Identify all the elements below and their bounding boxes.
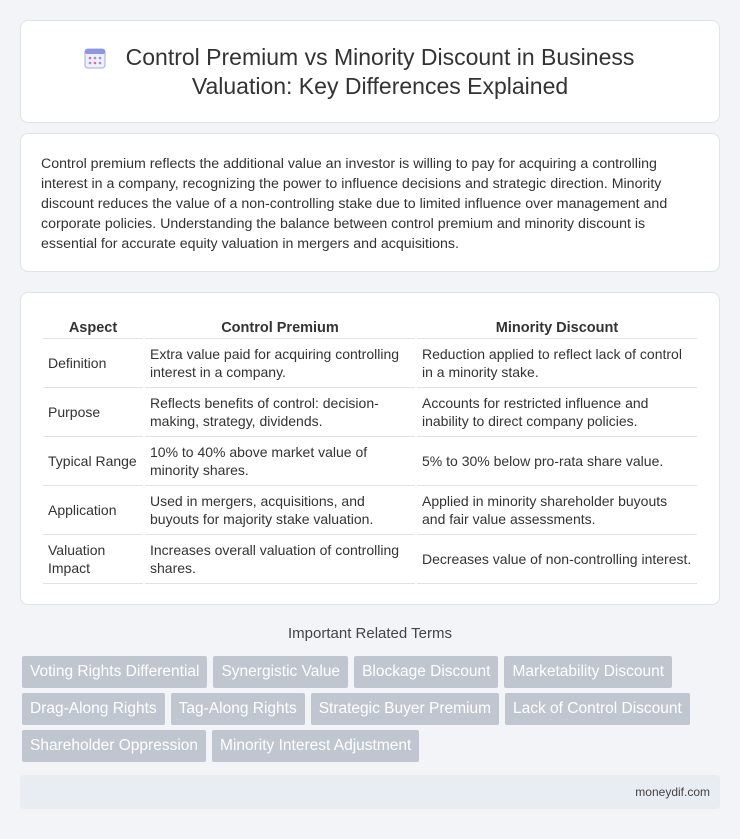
table-row (43, 339, 697, 388)
row-minority-discount: 5% to 30% below pro-rata share value. (417, 437, 697, 486)
row-control-premium: Reflects benefits of control: decision-making, strategy, dividends. (145, 388, 415, 437)
row-control-premium: 10% to 40% above market value of minority shares. (145, 437, 415, 486)
footer-site-link[interactable]: moneydif.com (635, 785, 710, 799)
table-row (43, 388, 697, 437)
row-aspect: Definition (43, 339, 143, 388)
row-control-premium: Used in mergers, acquisitions, and buyouts for majority stake valuation. (145, 486, 415, 535)
table-row (43, 486, 697, 535)
row-aspect: Purpose (43, 388, 143, 437)
table-row (43, 437, 697, 486)
row-control-premium: Extra value paid for acquiring controlling interest in a company. (145, 339, 415, 388)
intro-card (20, 133, 720, 272)
term-tag[interactable]: Shareholder Oppression (22, 730, 206, 762)
term-tag[interactable]: Blockage Discount (354, 656, 498, 688)
row-minority-discount: Applied in minority shareholder buyouts and fair value assessments. (417, 486, 697, 535)
term-tag[interactable]: Tag-Along Rights (171, 693, 305, 725)
term-tag[interactable]: Synergistic Value (213, 656, 348, 688)
related-terms-list (22, 656, 712, 767)
row-minority-discount: Decreases value of non-controlling interest. (417, 535, 697, 584)
title-card (20, 20, 720, 123)
row-control-premium: Increases overall valuation of controlling shares. (145, 535, 415, 584)
row-minority-discount: Accounts for restricted influence and inability to direct company policies. (417, 388, 697, 437)
term-tag[interactable]: Strategic Buyer Premium (311, 693, 499, 725)
row-aspect: Valuation Impact (43, 535, 143, 584)
term-tag[interactable]: Lack of Control Discount (505, 693, 690, 725)
row-aspect: Application (43, 486, 143, 535)
term-tag[interactable]: Minority Interest Adjustment (212, 730, 419, 762)
table-row (43, 535, 697, 584)
comparison-table (41, 315, 699, 584)
page-title: Control Premium vs Minority Discount in Business Valuation: Key Differences Explained (125, 44, 635, 99)
related-terms-heading: Important Related Terms (288, 625, 452, 642)
header-minority-discount: Minority Discount (417, 315, 697, 339)
header-aspect: Aspect (43, 315, 143, 339)
table-header-row (43, 315, 697, 339)
term-tag[interactable]: Marketability Discount (504, 656, 672, 688)
row-minority-discount: Reduction applied to reflect lack of control in a minority stake. (417, 339, 697, 388)
intro-paragraph: Control premium reflects the additional value an investor is willing to pay for acquiring a controlling interest in a company, recognizing the power to influence decisions and strategic direction. Minority discount reduces the value of a non-controlling stake due to limited influence over management and corporate policies. Understanding the balance between control premium and minority discount is essential for accurate equity valuation in mergers and acquisitions. (41, 156, 668, 252)
term-tag[interactable]: Drag-Along Rights (22, 693, 165, 725)
header-control-premium: Control Premium (145, 315, 415, 339)
comparison-card (20, 292, 720, 605)
term-tag[interactable]: Voting Rights Differential (22, 656, 207, 688)
footer (20, 775, 720, 809)
row-aspect: Typical Range (43, 437, 143, 486)
